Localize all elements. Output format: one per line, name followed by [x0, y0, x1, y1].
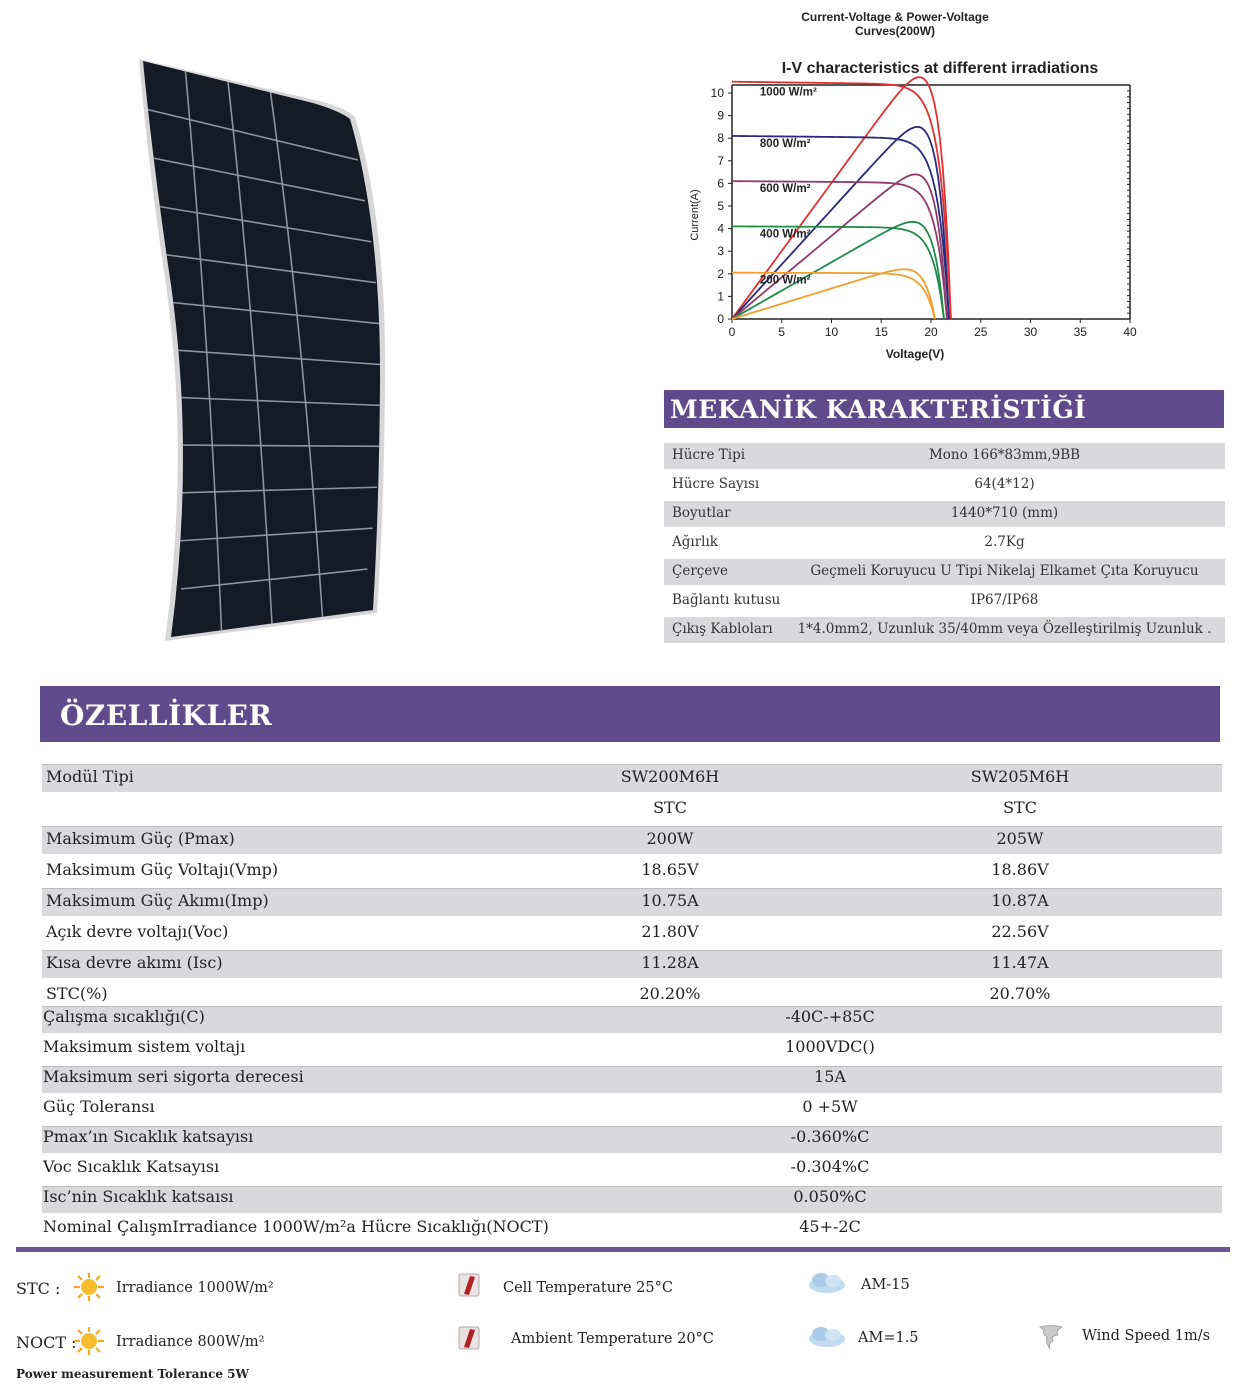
spec-value-sw205: 10.87A [991, 891, 1049, 910]
stc-irradiance: Irradiance 1000W/m² [116, 1280, 274, 1296]
wind-speed: Wind Speed 1m/s [1082, 1328, 1211, 1344]
spec-row [40, 1064, 1222, 1094]
pv-curve [732, 174, 947, 319]
iv-chart [680, 55, 1150, 375]
footer-divider [16, 1247, 1230, 1252]
x-tick-label: 40 [1123, 325, 1137, 339]
stc-label: STC : [16, 1279, 61, 1298]
spec-row [40, 948, 1222, 979]
spec-row [40, 824, 1222, 855]
wind-icon [1038, 1323, 1064, 1351]
spec-row [40, 1154, 1222, 1184]
x-tick-label: 35 [1073, 325, 1087, 339]
spec-label: Nominal ÇalışmIrradiance 1000W/m²a Hücre Sıcaklığı(NOCT) [43, 1217, 549, 1236]
y-tick-label: 1 [717, 289, 724, 304]
spec-value-sw205: SW205M6H [970, 767, 1070, 786]
spec-value: 0.050%C [793, 1187, 867, 1206]
y-tick-label: 5 [717, 199, 724, 213]
spec-value: 15A [814, 1067, 846, 1086]
y-tick-label: 9 [717, 108, 724, 123]
features-table [40, 762, 1222, 1244]
spec-row [40, 1214, 1222, 1244]
spec-value: -0.360%C [790, 1127, 870, 1146]
ambient-temperature: Ambient Temperature 20°C [511, 1331, 714, 1347]
spec-value-sw200: 20.20% [639, 984, 701, 1003]
spec-label: Maksimum Güç Akımı(Imp) [46, 891, 269, 910]
spec-row [40, 1124, 1222, 1154]
spec-value-sw205: 22.56V [991, 922, 1049, 941]
spec-label: Kısa devre akımı (Isc) [46, 953, 223, 972]
cloud-icon [805, 1325, 847, 1349]
spec-value-sw200: 18.65V [641, 860, 699, 879]
chart-xlabel: Voltage(V) [885, 347, 945, 361]
series-label: 1000 W/m² [759, 86, 817, 99]
mechanical-value: Mono 166*83mm,9BB [928, 447, 1081, 463]
spec-row [40, 917, 1222, 948]
mechanical-table [664, 442, 1225, 645]
spec-label: Maksimum Güç Voltajı(Vmp) [46, 860, 279, 879]
spec-value: 0 +5W [802, 1097, 858, 1116]
am-noct: AM=1.5 [858, 1330, 919, 1346]
x-tick-label: 10 [824, 325, 839, 339]
mechanical-header: MEKANİK KARAKTERİSTİĞİ [664, 390, 1224, 428]
spec-value-sw205: 18.86V [991, 860, 1049, 879]
series-label: 600 W/m² [759, 183, 811, 196]
sun-icon [72, 1326, 106, 1356]
y-tick-label: 8 [717, 131, 724, 146]
spec-label: Maksimum seri sigorta derecesi [43, 1067, 304, 1086]
x-tick-label: 0 [728, 325, 736, 339]
y-tick-label: 6 [717, 176, 724, 191]
mechanical-label: Boyutlar [672, 505, 731, 521]
mechanical-row [664, 500, 1225, 529]
spec-value-sw200: 11.28A [641, 953, 699, 972]
spec-row [40, 855, 1222, 886]
mechanical-row [664, 471, 1225, 500]
solar-panel-image [135, 55, 390, 645]
mechanical-label: Hücre Tipi [672, 447, 746, 463]
thermometer-icon [456, 1272, 482, 1298]
noct-irradiance: Irradiance 800W/m² [116, 1334, 265, 1350]
y-tick-label: 4 [717, 221, 724, 236]
spec-label: Modül Tipi [46, 767, 134, 786]
mechanical-label: Çerçeve [672, 563, 728, 579]
thermometer-icon [456, 1325, 482, 1351]
spec-label: Çalışma sıcaklığı(C) [43, 1007, 205, 1026]
mechanical-label: Bağlantı kutusu [672, 592, 781, 608]
spec-label: Maksimum Güç (Pmax) [46, 829, 235, 848]
tolerance-note: Power measurement Tolerance 5W [16, 1367, 250, 1381]
spec-row [40, 762, 1222, 793]
spec-label: Açık devre voltajı(Voc) [46, 922, 229, 941]
x-tick-label: 5 [778, 325, 786, 339]
spec-value-sw205: 20.70% [989, 984, 1051, 1003]
mechanical-row [664, 558, 1225, 587]
x-tick-label: 30 [1023, 325, 1038, 339]
mechanical-label: Çıkış Kabloları [672, 621, 773, 637]
spec-value: 45+-2C [799, 1217, 861, 1236]
am-stc: AM-15 [861, 1277, 910, 1293]
mechanical-value: 1*4.0mm2, Uzunluk 35/40mm veya Özelleştirilmiş Uzunluk . [797, 621, 1212, 637]
mechanical-label: Hücre Sayısı [672, 476, 760, 492]
x-tick-label: 15 [874, 325, 888, 339]
spec-value-sw200: 200W [646, 829, 694, 848]
spec-value-sw200: SW200M6H [620, 767, 720, 786]
cloud-icon [805, 1271, 847, 1295]
spec-value: -0.304%C [790, 1157, 870, 1176]
mechanical-label: Ağırlık [672, 534, 718, 550]
mechanical-row [664, 587, 1225, 616]
spec-row [40, 1034, 1222, 1064]
cell-temperature: Cell Temperature 25°C [503, 1280, 673, 1296]
series-label: 400 W/m² [759, 228, 811, 241]
chart-heading-line2: Curves(200W) [854, 24, 936, 38]
spec-row [40, 793, 1222, 824]
sun-icon [72, 1272, 106, 1302]
spec-row [40, 1004, 1222, 1034]
mechanical-value: 64(4*12) [974, 476, 1035, 492]
y-tick-label: 10 [710, 86, 724, 100]
y-tick-label: 7 [717, 153, 724, 168]
y-tick-label: 0 [717, 312, 724, 326]
noct-label: NOCT : [16, 1333, 77, 1352]
series-label: 200 W/m² [759, 274, 811, 287]
mechanical-row [664, 529, 1225, 558]
spec-label: STC(%) [46, 984, 108, 1003]
spec-value-sw205: 11.47A [991, 953, 1049, 972]
spec-value-sw205: STC [1003, 798, 1037, 817]
spec-label: Güç Toleransı [43, 1097, 155, 1116]
x-tick-label: 20 [924, 325, 938, 339]
spec-row [40, 1094, 1222, 1124]
chart-heading [740, 10, 1050, 38]
series-label: 800 W/m² [759, 137, 811, 150]
mechanical-value: IP67/IP68 [970, 592, 1039, 608]
spec-row [40, 1184, 1222, 1214]
mechanical-value: 1440*710 (mm) [950, 505, 1059, 521]
y-tick-label: 2 [717, 266, 724, 281]
chart-title: I-V characteristics at different irradiations [781, 60, 1099, 77]
features-header: ÖZELLİKLER [40, 686, 1220, 742]
y-tick-label: 3 [717, 244, 724, 259]
spec-label: Maksimum sistem voltajı [43, 1037, 246, 1056]
spec-value: 1000VDC() [785, 1037, 875, 1056]
x-tick-label: 25 [974, 325, 988, 339]
mechanical-value: Geçmeli Koruyucu U Tipi Nikelaj Elkamet Çıta Koruyucu [810, 563, 1199, 579]
spec-value-sw205: 205W [996, 829, 1044, 848]
spec-label: Pmax’ın Sıcaklık katsayısı [43, 1127, 254, 1146]
chart-ylabel: Current(A) [689, 189, 701, 241]
spec-value-sw200: 10.75A [641, 891, 699, 910]
spec-label: Isc’nin Sıcaklık katsaısı [43, 1187, 234, 1206]
mechanical-row [664, 616, 1225, 645]
spec-value-sw200: 21.80V [641, 922, 699, 941]
mechanical-value: 2.7Kg [984, 534, 1025, 550]
spec-row [40, 886, 1222, 917]
spec-value: -40C-+85C [785, 1007, 875, 1026]
chart-heading-line1: Current-Voltage & Power-Voltage [801, 10, 989, 24]
mechanical-row [664, 442, 1225, 471]
spec-value-sw200: STC [653, 798, 687, 817]
spec-label: Voc Sıcaklık Katsayısı [43, 1157, 220, 1176]
